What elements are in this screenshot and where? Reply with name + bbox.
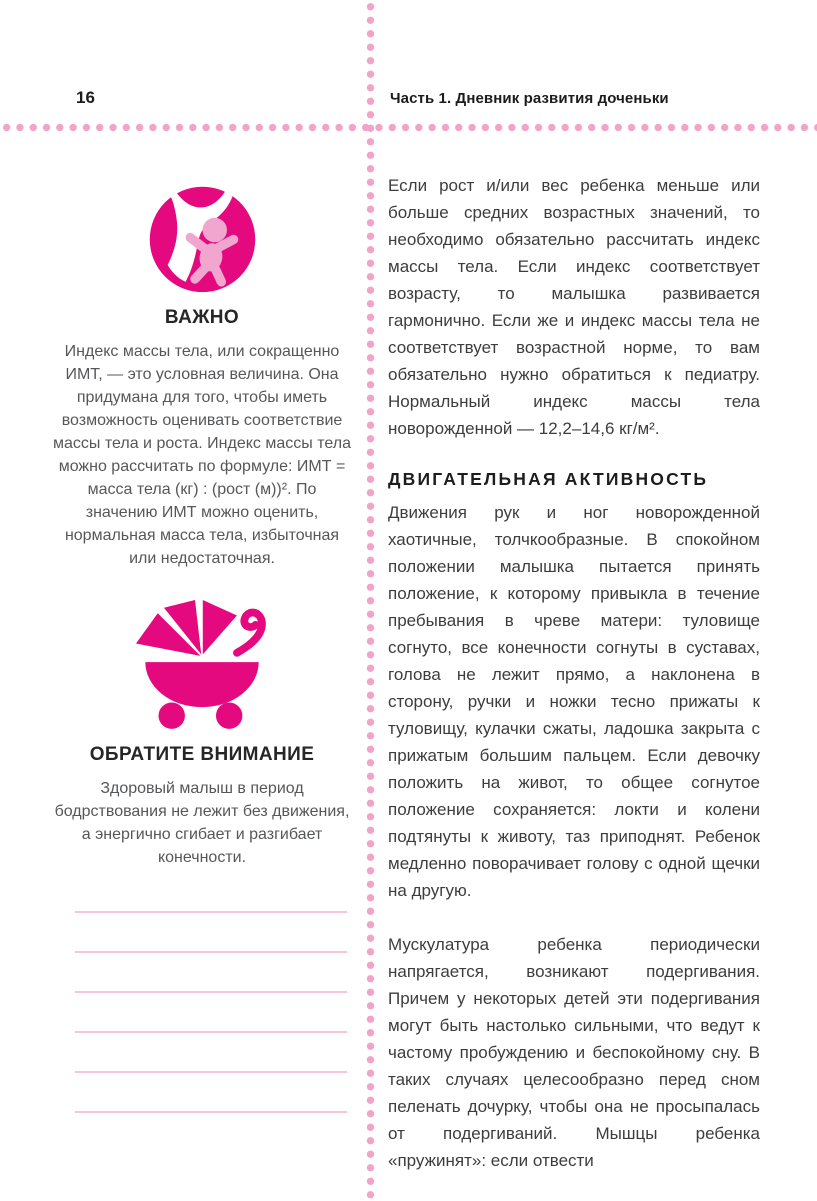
important-text: Индекс массы тела, или сокращенно ИМТ, — это условная величина. Она придумана для того, чтобы иметь возможность оценивать соответствие массы тела и роста. Индекс массы тела можно рассчитать по формуле: ИМТ = масса тела (кг) : (рост (м))². По значению ИМТ можно оценить, нормальная масса тела, избыточная или недостаточная. <box>53 343 351 567</box>
note-lines <box>75 911 347 1151</box>
note-line <box>75 1111 347 1113</box>
important-heading: ВАЖНО <box>164 307 240 328</box>
note-line <box>75 1031 347 1033</box>
note-line <box>75 991 347 993</box>
note-line <box>75 951 347 953</box>
right-column <box>388 132 760 1201</box>
chapter-title: Часть 1. Дневник развития доченьки <box>390 90 669 107</box>
attention-icon-wrap <box>50 600 354 732</box>
attention-heading: ОБРАТИТЕ ВНИМАНИЕ <box>89 744 315 765</box>
important-icon-wrap <box>50 182 354 295</box>
header-divider-dotted-line <box>0 123 817 132</box>
page-number: 16 <box>76 88 95 107</box>
note-line <box>75 911 347 913</box>
note-line <box>75 1071 347 1073</box>
parent-with-baby-icon <box>146 182 259 295</box>
stroller-icon <box>118 600 286 732</box>
section-heading-motor-activity: ДВИГАТЕЛЬНАЯ АКТИВНОСТЬ <box>388 469 709 489</box>
column-divider-dotted-line <box>366 0 375 1200</box>
left-column <box>50 132 354 869</box>
attention-text: Здоровый малыш в период бодрствования не лежит без движения, а энергично сгибает и разгибает конечности. <box>54 780 350 866</box>
paragraph-motor-activity: Движения рук и ног новорожденной хаотичные, толчкообразные. В спокойном положении малышка пытается принять положение, к которому привыкла в течение пребывания в чреве матери: туловище согнуто, все конечности согнуты в суставах, голова не лежит прямо, а наклонена в сторону, ручки и ножки тесно прижаты к туловищу, кулачки сжаты, ладошка закрыта с прижатым большим пальцем. Если девочку положить на живот, то общее согнутое положение сохраняется: локти и колени подтянуты к животу, таз приподнят. Ребенок медленно поворачивает голову с одной щечки на другую. <box>388 503 760 900</box>
paragraph-bmi: Если рост и/или вес ребенка меньше или больше средних возрастных значений, то необходимо обязательно рассчитать индекс массы тела. Если индекс соответствует возрасту, то малышка развивается гармонично. Если же и индекс массы тела не соответствует возрастной норме, то вам обязательно нужно обратиться к педиатру. Нормальный индекс массы тела новорожденной — 12,2–14,6 кг/м². <box>388 176 760 438</box>
paragraph-muscles: Мускулатура ребенка периодически напрягается, возникают подергивания. Причем у некоторых детей эти подергивания могут быть настолько сильными, что ведут к частому пробуждению и беспокойному сну. В таких случаях целесообразно перед сном пеленать дочурку, чтобы она не просыпалась от подергиваний. Мышцы ребенка «пружинят»: если отвести <box>388 935 760 1170</box>
